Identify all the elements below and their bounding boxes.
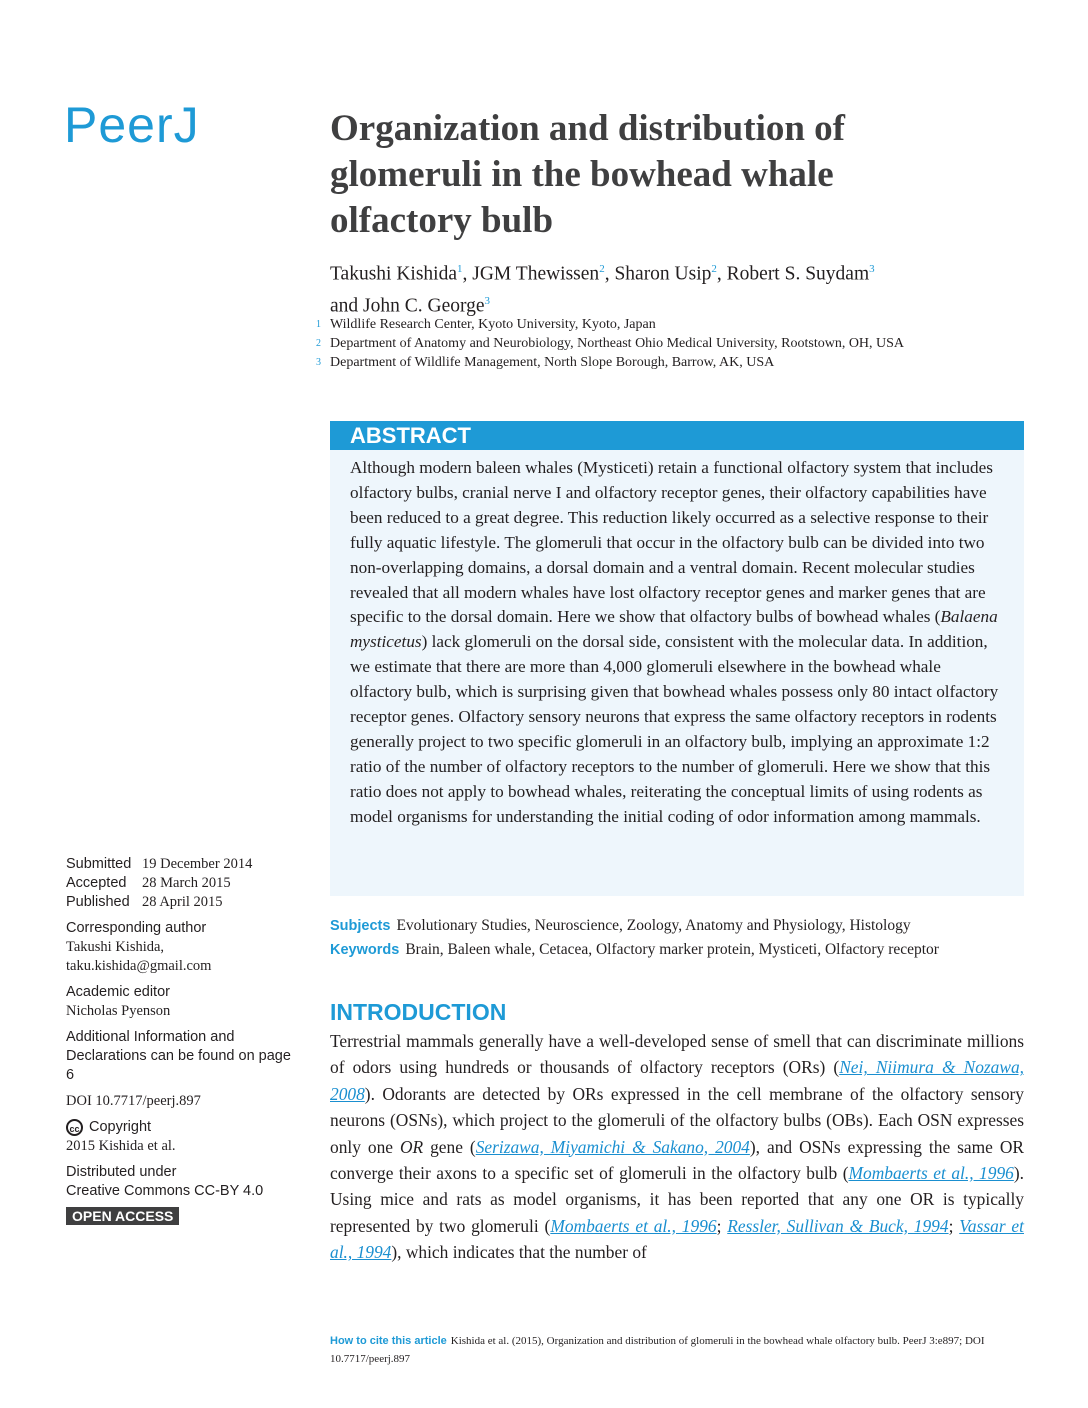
copyright-label: Copyright [89,1119,152,1135]
accepted-date: 28 March 2015 [142,875,231,891]
affiliation-text: Wildlife Research Center, Kyoto University, Kyoto, Japan [330,317,656,332]
copyright-line [66,1118,296,1137]
affiliation [316,353,926,372]
submitted-date: 19 December 2014 [142,856,253,872]
article-dates [66,855,252,912]
affiliation-list [316,315,926,372]
affiliation-marker: 3 [484,294,491,307]
keywords-label: Keywords [330,942,400,958]
citation-link[interactable]: Mombaerts et al., 1996 [550,1215,717,1236]
intro-text-part: ), which indicates that the number of [391,1242,647,1263]
editor-name: Nicholas Pyenson [66,1003,171,1019]
creative-commons-icon: cc [66,1119,83,1136]
how-to-cite-label: How to cite this article [330,1335,447,1347]
intro-text-part: ; [948,1215,960,1236]
open-access-badge: OPEN ACCESS [66,1207,179,1225]
academic-editor [66,983,296,1021]
author-name[interactable]: Robert S. Suydam [726,263,870,285]
accepted-label: Accepted [66,875,127,891]
editor-label: Academic editor [66,984,170,1000]
author-name[interactable]: JGM Thewissen [472,263,600,285]
abstract-body [330,450,1024,830]
additional-info: Additional Information and Declarations can be found on page 6 [66,1029,291,1083]
corresponding-name: Takushi Kishida, [66,939,165,955]
intro-text-part: ). Using mice and rats as model organisms, it has been reported that any one OR is typically represented by two glomeruli ( [330,1163,1024,1236]
abstract-heading: ABSTRACT [330,421,1024,450]
article-title: Organization and distribution of glomeruli in the bowhead whale olfactory bulb [330,108,846,241]
keywords-value: Brain, Baleen whale, Cetacea, Olfactory marker protein, Mysticeti, Olfactory receptor [405,941,939,958]
corresponding-author [66,919,296,976]
how-to-cite [330,1332,1030,1368]
intro-text-part: ; [716,1215,728,1236]
subjects-label: Subjects [330,918,391,934]
license-name[interactable]: Creative Commons CC-BY 4.0 [66,1183,264,1199]
affiliation-number: 1 [316,319,321,330]
abstract-text-part: ) lack glomeruli on the dorsal side, consistent with the molecular data. In addition, we estimate that there are more than 4,000 glomeruli elsewhere in the bowhead whale olfactory bulb, which is surprising given that bowhead whales possess only 80 intact olfactory receptor genes. Olfactory sensory neurons that express the same olfactory receptors in rodents generally project to two specific glomeruli in an olfactory bulb, implying an approximate 1:2 ratio of the number of olfactory receptors to the number of glomeruli. Here we show that this ratio does not apply to bowhead whales, reiterating the conceptual limits of using rodents as model organisms for understanding the initial coding of odor information among mammals. [350,632,999,826]
introduction-body [330,1028,1024,1266]
affiliation [316,334,926,353]
affiliation-text: Department of Anatomy and Neurobiology, Northeast Ohio Medical University, Rootstown, OH, USA [330,336,905,351]
affiliation-marker: 2 [711,263,717,275]
keywords-line [330,941,1030,959]
distributed-label: Distributed under [66,1164,177,1180]
corresponding-label: Corresponding author [66,920,207,936]
affiliation-number: 2 [316,338,321,349]
author-list: Takushi Kishida$^1$, JGM Thewissen$^2$, Sharon Usip$^2$, Robert S. Suydam$^3$ and John C. George$^3$ [330,263,875,316]
species-name: Balaena mysticetus [350,607,998,652]
affiliation-marker: 1 [457,263,463,275]
citation-link[interactable]: Ressler, Sullivan & Buck, 1994 [727,1215,949,1236]
citation-link[interactable]: Vassar et al., 1994 [330,1215,1024,1263]
copyright [66,1118,296,1156]
intro-text-part: ), and OSNs expressing the same OR converge their axons to a specific set of glomeruli in the olfactory bulb ( [330,1136,1024,1184]
corresponding-email[interactable]: taku.kishida@gmail.com [66,958,212,974]
citation-link[interactable]: Nei, Niimura & Nozawa, 2008 [330,1057,1024,1104]
article-sidebar [66,855,296,1233]
submitted-label: Submitted [66,856,132,872]
copyright-value: 2015 Kishida et al. [66,1138,176,1154]
published-label: Published [66,894,130,910]
author-name[interactable]: Takushi Kishida [330,263,457,285]
subjects-value: Evolutionary Studies, Neuroscience, Zoology, Anatomy and Physiology, Histology [396,917,911,934]
citation-link[interactable]: Mombaerts et al., 1996 [848,1163,1014,1184]
intro-text-part: gene ( [423,1136,476,1157]
subjects-line [330,917,1030,935]
license [66,1163,296,1226]
published-date: 28 April 2015 [142,894,223,910]
abstract-section [330,421,1024,896]
introduction-heading: INTRODUCTION [330,999,507,1025]
peerj-logo: PeerJ [64,97,200,153]
affiliation-marker: 3 [869,263,875,275]
citation-link[interactable]: Serizawa, Miyamichi & Sakano, 2004 [475,1136,750,1157]
author-name[interactable]: John C. George [363,295,485,316]
gene-name: OR [399,1136,424,1157]
affiliation [316,315,926,334]
article-doi[interactable]: DOI 10.7717/peerj.897 [66,1093,201,1109]
affiliation-number: 3 [316,357,321,368]
affiliation-marker: 2 [599,263,605,275]
intro-text-part: ). Odorants are detected by ORs expressed in the cell membrane of the olfactory sensory neurons (OSNs), which project to the glomeruli of the olfactory bulbs (OBs). Each OSN expresses only one [330,1083,1024,1157]
author-name[interactable]: Sharon Usip [614,263,712,285]
how-to-cite-text: Kishida et al. (2015), Organization and distribution of glomeruli in the bowhead whale olfactory bulb. PeerJ 3:e897; DOI 10.7717/peerj.897 [330,1335,985,1365]
abstract-text-part: Although modern baleen whales (Mysticeti) retain a functional olfactory system that includes olfactory bulbs, cranial nerve I and olfactory receptor genes, their olfactory capabilities have been reduced to a great degree. This reduction likely occurred as a selective response to their fully aquatic lifestyle. The glomeruli that occur in the olfactory bulb can be divided into two non-overlapping domains, a dorsal domain and a ventral domain. Recent molecular studies revealed that all modern whales have lost olfactory receptor genes and marker genes that are specific to the dorsal domain. Here we show that olfactory bulbs of bowhead whales ( [350,458,993,627]
intro-text-part: Terrestrial mammals generally have a well-developed sense of smell that can discriminate millions of odors using hundreds or thousands of olfactory receptors (ORs) ( [330,1031,1024,1078]
affiliation-text: Department of Wildlife Management, North Slope Borough, Barrow, AK, USA [330,355,775,370]
